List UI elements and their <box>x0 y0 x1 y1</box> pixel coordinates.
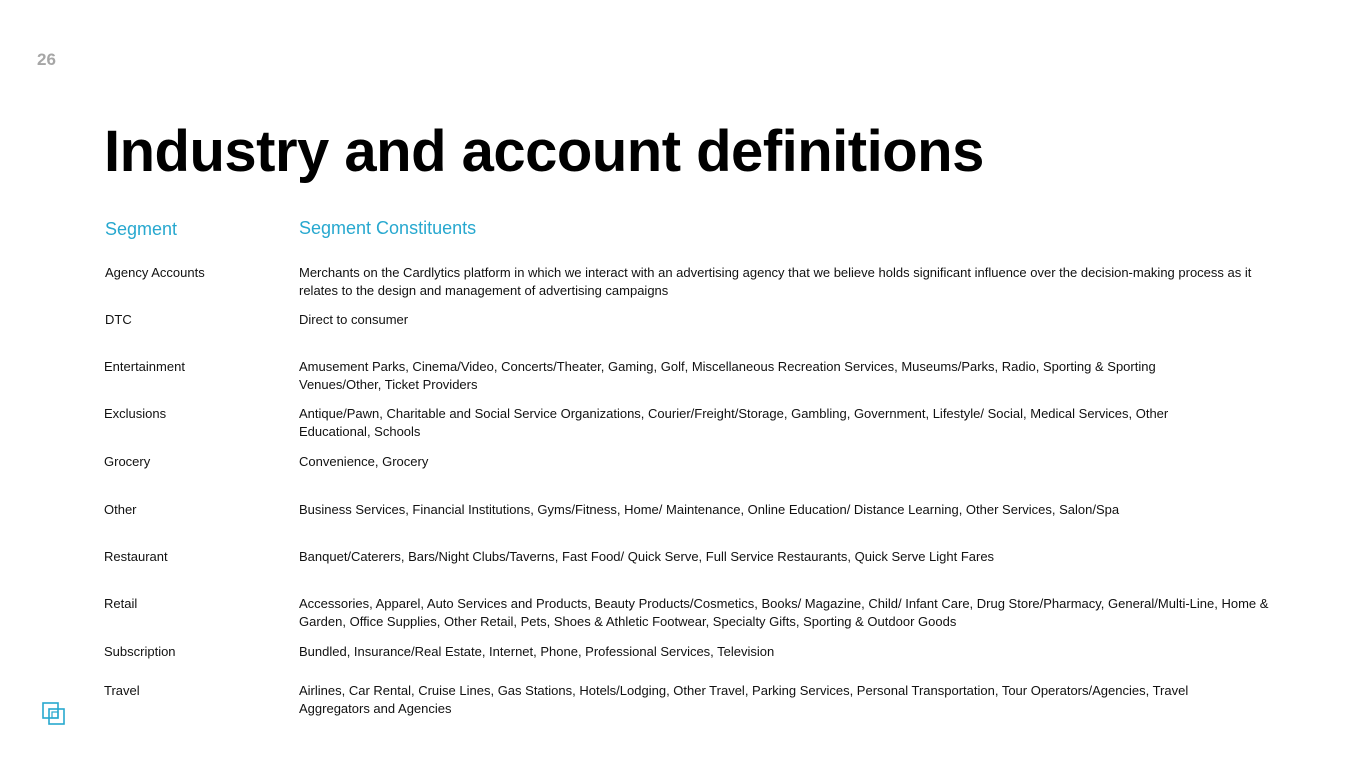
segment-constituents: Banquet/Caterers, Bars/Night Clubs/Taverns, Fast Food/ Quick Serve, Full Service Restaurants, Quick Serve Light Fares <box>299 549 995 564</box>
segment-constituents: Direct to consumer <box>299 312 409 327</box>
segment-constituents: Merchants on the Cardlytics platform in which we interact with an advertising agency that we believe holds significant influence over the decision-making process as it relates to the design and management of advertising campaigns <box>299 265 1252 298</box>
segment-constituents: Amusement Parks, Cinema/Video, Concerts/Theater, Gaming, Golf, Miscellaneous Recreation Services, Museums/Parks, Radio, Sporting & Sporting Venues/Other, Ticket Providers <box>299 359 1156 392</box>
segment-constituents: Airlines, Car Rental, Cruise Lines, Gas Stations, Hotels/Lodging, Other Travel, Parking Services, Personal Transportation, Tour Operators/Agencies, Travel Aggregators and Agencies <box>299 683 1189 716</box>
segment-constituents: Convenience, Grocery <box>299 454 429 469</box>
segment-label: Retail <box>104 596 138 611</box>
segment-constituents: Business Services, Financial Institutions, Gyms/Fitness, Home/ Maintenance, Online Education/ Distance Learning, Other Services, Salon/Spa <box>299 502 1120 517</box>
segment-constituents: Accessories, Apparel, Auto Services and Products, Beauty Products/Cosmetics, Books/ Magazine, Child/ Infant Care, Drug Store/Pharmacy, General/Multi-Line, Home & Garden, Office Supplies, Other Retail, Pets, Shoes & Athletic Footwear, Specialty Gifts, Sporting & Outdoor Goods <box>299 596 1269 629</box>
segment-constituents: Antique/Pawn, Charitable and Social Service Organizations, Courier/Freight/Storage, Gambling, Government, Lifestyle/ Social, Medical Services, Other Educational, Schools <box>299 406 1169 439</box>
segment-label: Exclusions <box>104 406 167 421</box>
segment-label: Grocery <box>104 454 151 469</box>
segment-label: Entertainment <box>104 359 185 374</box>
segment-label: Other <box>104 502 137 517</box>
constituents-column-header: Segment Constituents <box>299 218 477 238</box>
cardlytics-logo-icon <box>42 702 68 728</box>
segment-column-header: Segment <box>105 219 178 239</box>
segment-label: Restaurant <box>104 549 168 564</box>
segment-label: DTC <box>105 312 132 327</box>
segment-label: Agency Accounts <box>105 265 205 280</box>
page-number: 26 <box>37 50 56 69</box>
segment-label: Subscription <box>104 644 176 659</box>
page-title: Industry and account definitions <box>104 119 984 184</box>
segment-constituents: Bundled, Insurance/Real Estate, Internet, Phone, Professional Services, Television <box>299 644 775 659</box>
segment-label: Travel <box>104 683 140 698</box>
